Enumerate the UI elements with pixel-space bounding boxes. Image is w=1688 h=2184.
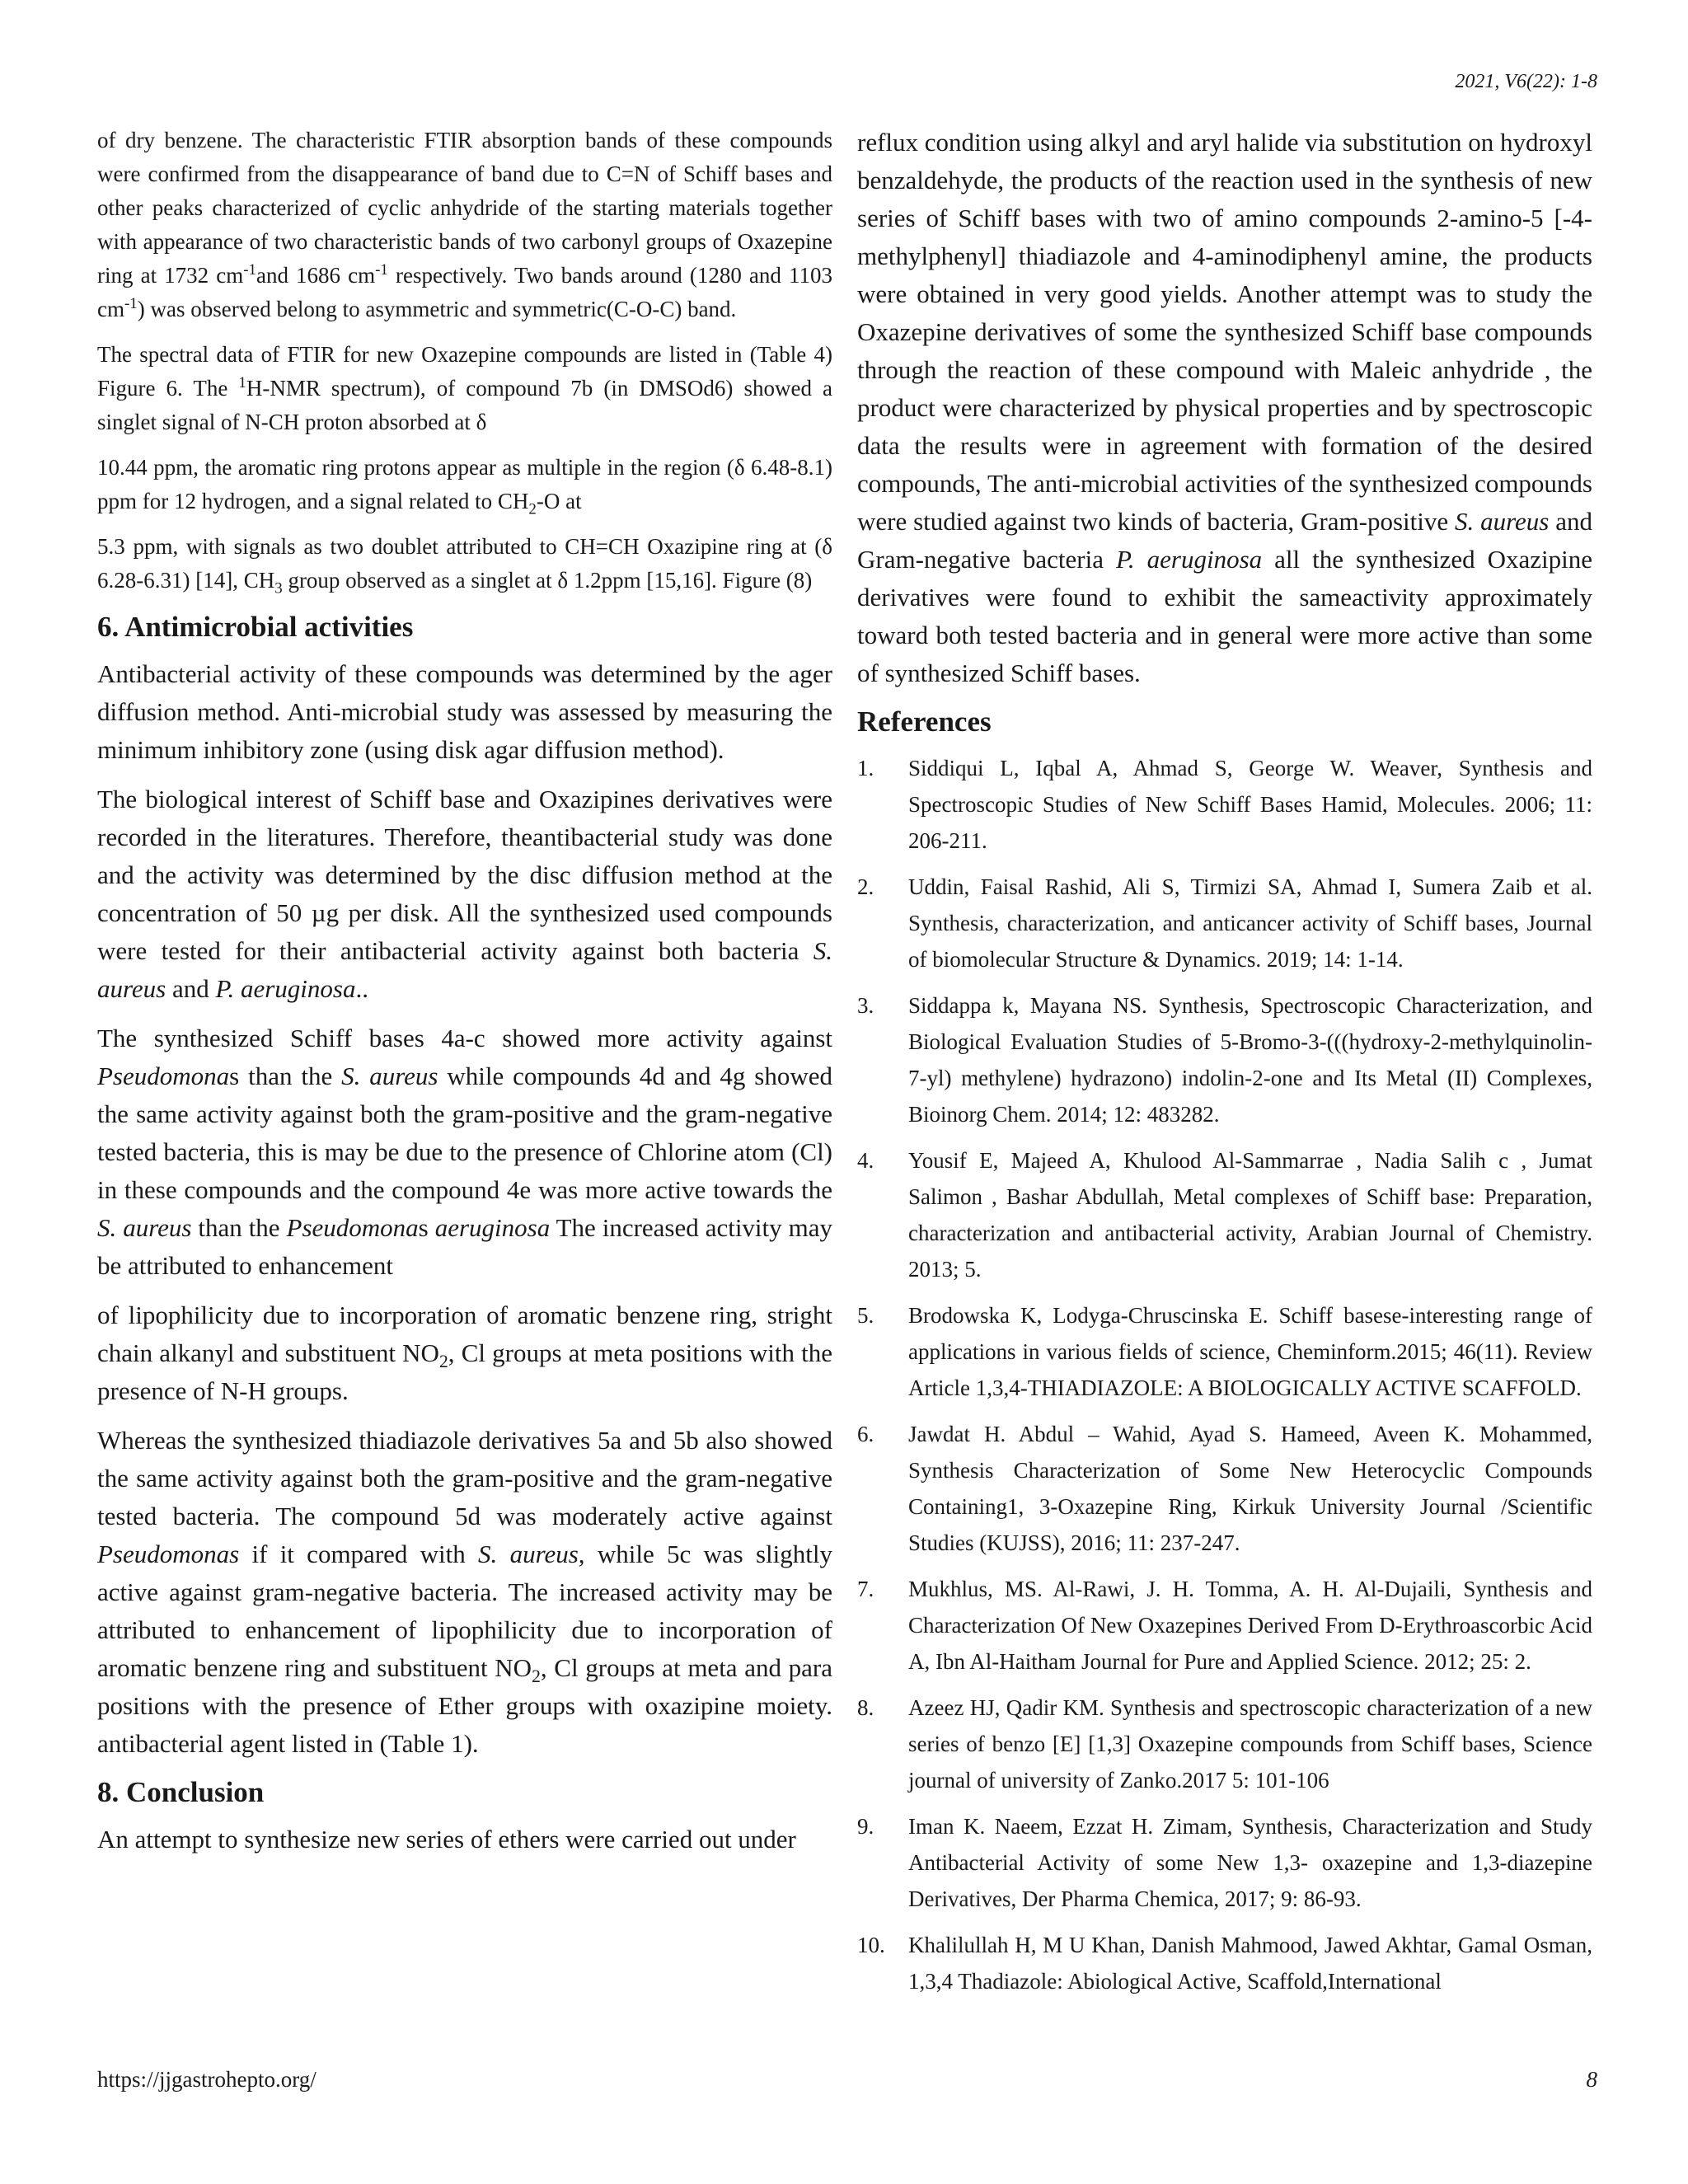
nmr-paragraph: The spectral data of FTIR for new Oxazepine compounds are listed in (Table 4) Figure 6. The $^1$H-NMR spectrum), of compound 7b (in DMSOd6) showed a singlet signal of N-CH proton absorbed at δ [97, 342, 832, 434]
reference-item: 3. Siddappa k, Mayana NS. Synthesis, Spectroscopic Characterization, and Biological Evaluation Studies of 5-Bromo-3-(((hydroxy-2-methylquinolin-7-yl) methylene) hydrazono) indolin-2-one and Its Metal (II) Complexes, Bioinorg Chem. 2014; 12: 483282. [857, 993, 1592, 1127]
thiadiazole-activity-paragraph: Whereas the synthesized thiadiazole derivatives 5a and 5b also showed the same activity against both the gram-positive and the gram-negative tested bacteria. The compound 5d was moderately active against Pseudomonas if it compared with S. aureus, while 5c was slightly active against gram-negative bacteria. The increased activity may be attributed to enhancement of lipophilicity due to incorporation of aromatic benzene ring and substituent $NO_2$, Cl groups at meta and para positions with the presence of Ether groups with oxazipine moiety. antibacterial agent listed in (Table 1). [97, 1426, 832, 1758]
reference-item: 9. Iman K. Naeem, Ezzat H. Zimam, Synthesis, Characterization and Study Antibacterial Activity of some New 1,3- oxazepine and 1,3-diazepine Derivatives, Der Pharma Chemica, 2017; 9: 86-93. [857, 1814, 1592, 1911]
conclusion-paragraph: An attempt to synthesize new series of ethers were carried out under [97, 1825, 796, 1854]
reference-item: 5. Brodowska K, Lodyga-Chruscinska E. Schiff basese-interesting range of applications in various fields of science, Cheminform.2015; 46(11). Review Article 1,3,4-THIADIAZOLE: A BIOLOGICALLY ACTIVE SCAFFOLD. [857, 1303, 1592, 1400]
page-number: 8 [1586, 2067, 1597, 2092]
reference-item: 10. Khalilullah H, M U Khan, Danish Mahmood, Jawed Akhtar, Gamal Osman, 1,3,4 Thadiazole: Abiological Active, Scaffold,International [857, 1933, 1592, 1994]
reference-item: 6. Jawdat H. Abdul – Wahid, Ayad S. Hameed, Aveen K. Mohammed, Synthesis Characterization of Some New Heterocyclic Compounds Containing1, 3-Oxazepine Ring, Kirkuk University Journal /Scientific Studies (KUJSS), 2016; 11: 237-247. [857, 1422, 1592, 1555]
lipophilicity-paragraph: of lipophilicity due to incorporation of aromatic benzene ring, stright chain alkanyl and substituent $NO_2$, Cl groups at meta positions with the presence of N-H groups. [97, 1301, 833, 1405]
reference-item: 7. Mukhlus, MS. Al-Rawi, J. H. Tomma, A. H. Al-Dujaili, Synthesis and Characterization Of New Oxazepines Derived From D-Erythroascorbic Acid A, Ibn Al-Haitham Journal for Pure and Applied Science. 2012; 25: 2. [857, 1577, 1592, 1674]
journal-url: https://jjgastrohepto.org/ [97, 2067, 316, 2092]
conclusion-continued-paragraph: reflux condition using alkyl and aryl halide via substitution on hydroxyl benzaldehyde, the products of the reaction used in the synthesis of new series of Schiff bases with two of amino compounds 2-amino-5 [-4-methylphenyl] thiadiazole and 4-aminodiphenyl amine, the products were obtained in very good yields. Another attempt was to study the Oxazepine derivatives of some the synthesized Schiff base compounds through the reaction of these compound with Maleic anhydride , the product were characterized by physical properties and by spectroscopic data the results were in agreement with formation of the desired compounds, The anti-microbial activities of the synthesized compounds were studied against two kinds of bacteria, Gram-positive S. aureus and Gram-negative bacteria P. aeruginosa all the synthesized Oxazipine derivatives were found to exhibit the sameactivity approximately toward both tested bacteria and in general were more active than some of synthesized Schiff bases. [857, 128, 1592, 687]
journal-citation: 2021, V6(22): 1-8 [1455, 71, 1597, 92]
nmr-aromatic-paragraph: 10.44 ppm, the aromatic ring protons appear as multiple in the region (δ 6.48-8.1) ppm for 12 hydrogen, and a signal related to $CH_2-O$ at [97, 455, 832, 518]
left-column [97, 124, 832, 1870]
nmr-doublet-paragraph: 5.3 ppm, with signals as two doublet attributed to CH=CH Oxazipine ring at (δ 6.28-6.31) [14], $CH_3$ group observed as a singlet at δ 1.2ppm [15,16]. Figure (8) [97, 534, 832, 598]
reference-item: 4. Yousif E, Majeed A, Khulood Al-Sammarrae , Nadia Salih c , Jumat Salimon , Bashar Abdullah, Metal complexes of Schiff base: Preparation, characterization and antibacterial activity, Arabian Journal of Chemistry. 2013; 5. [857, 1148, 1592, 1282]
section-heading-antimicrobial: 6. Antimicrobial activities [97, 611, 414, 643]
right-column [857, 124, 1592, 2009]
ftir-paragraph: of dry benzene. The characteristic FTIR absorption bands of these compounds were confirmed from the disappearance of band due to C=N of Schiff bases and other peaks characterized of cyclic anhydride of the starting materials together with appearance of two characteristic bands of two carbonyl groups of Oxazepine ring at 1732 $cm^{-1}and$ 1686 $cm^{-1}$ respectively. Two bands around (1280 and 1103 $cm^{-1}$) was observed belong to asymmetric and symmetric(C-O-C) band. [97, 128, 832, 321]
reference-item: 2. Uddin, Faisal Rashid, Ali S, Tirmizi SA, Ahmad I, Sumera Zaib et al. Synthesis, characterization, and anticancer activity of Schiff bases, Journal of biomolecular Structure & Dynamics. 2019; 14: 1-14. [857, 874, 1592, 972]
section-heading-conclusion: 8. Conclusion [97, 1776, 265, 1808]
schiff-activity-paragraph: The synthesized Schiff bases 4a-c showed more activity against Pseudomonas than the S. aureus while compounds 4d and 4g showed the same activity against both the gram-positive and the gram-negative tested bacteria, this is may be due to the presence of Chlorine atom (Cl) in these compounds and the compound 4e was more active towards the S. aureus than the Pseudomonas aeruginosa The increased activity may be attributed to enhancement [97, 1024, 832, 1280]
biological-interest-paragraph: The biological interest of Schiff base and Oxazipines derivatives were recorded in the literatures. Therefore, theantibacterial study was done and the activity was determined by the disc diffusion method at the concentration of 50 µg per disk. All the synthesized used compounds were tested for their antibacterial activity against both bacteria S. aureus and P. aeruginosa.. [97, 785, 832, 1003]
antibacterial-method-paragraph: Antibacterial activity of these compounds was determined by the ager diffusion method. Anti-microbial study was assessed by measuring the minimum inhibitory zone (using disk agar diffusion method). [97, 659, 832, 764]
reference-item: 1. Siddiqui L, Iqbal A, Ahmad S, George W. Weaver, Synthesis and Spectroscopic Studies of New Schiff Bases Hamid, Molecules. 2006; 11: 206-211. [857, 756, 1592, 853]
reference-list [857, 750, 1592, 1999]
reference-item: 8. Azeez HJ, Qadir KM. Synthesis and spectroscopic characterization of a new series of benzo [E] [1,3] Oxazepine compounds from Schiff bases, Science journal of university of Zanko.2017 5: 101-106 [857, 1695, 1592, 1793]
references-heading: References [857, 705, 992, 738]
